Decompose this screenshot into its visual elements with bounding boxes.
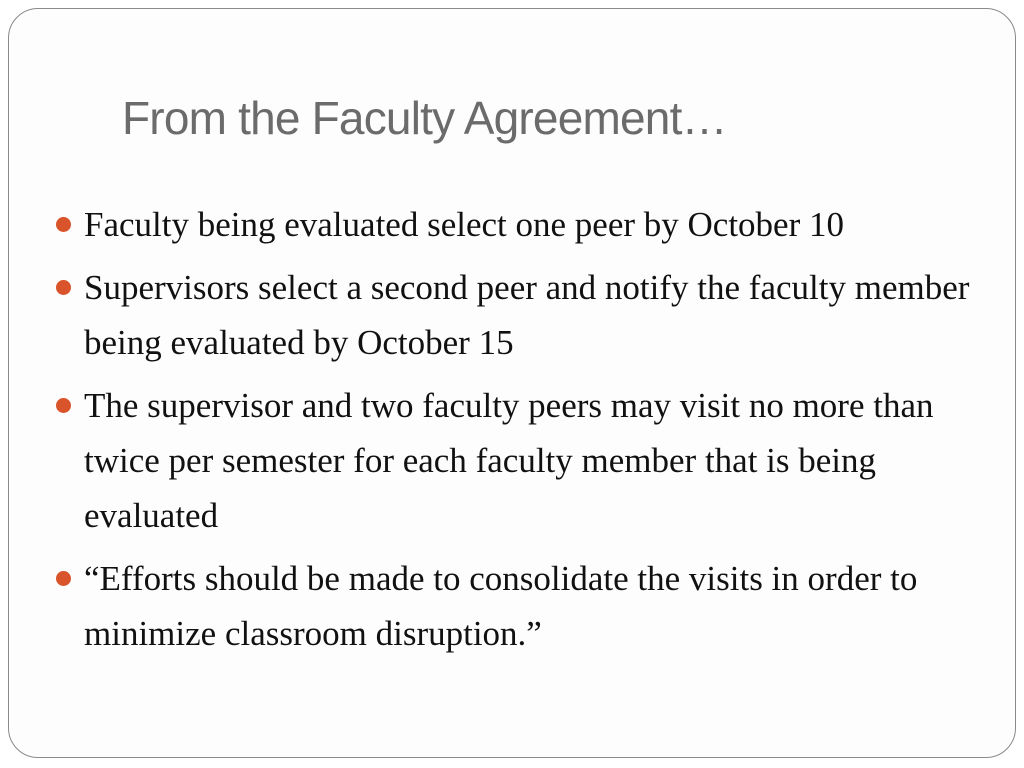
bullet-list <box>53 197 1003 669</box>
bullet-item <box>53 260 1003 370</box>
bullet-text: Supervisors select a second peer and notify the faculty member being evaluated by October 15 <box>84 268 970 362</box>
bullet-item <box>53 378 1003 543</box>
bullet-text: “Efforts should be made to consolidate the visits in order to minimize classroom disruption.” <box>84 559 918 653</box>
bullet-dot-icon <box>56 571 71 586</box>
bullet-text: Faculty being evaluated select one peer by October 10 <box>84 205 844 244</box>
slide-frame <box>8 8 1016 758</box>
slide-title: From the Faculty Agreement… <box>122 92 727 144</box>
bullet-dot-icon <box>56 280 71 295</box>
bullet-dot-icon <box>56 217 71 232</box>
bullet-item <box>53 551 1003 661</box>
bullet-text: The supervisor and two faculty peers may visit no more than twice per semester for each faculty member that is being evaluated <box>84 386 934 535</box>
bullet-item <box>53 197 1003 252</box>
bullet-dot-icon <box>56 398 71 413</box>
